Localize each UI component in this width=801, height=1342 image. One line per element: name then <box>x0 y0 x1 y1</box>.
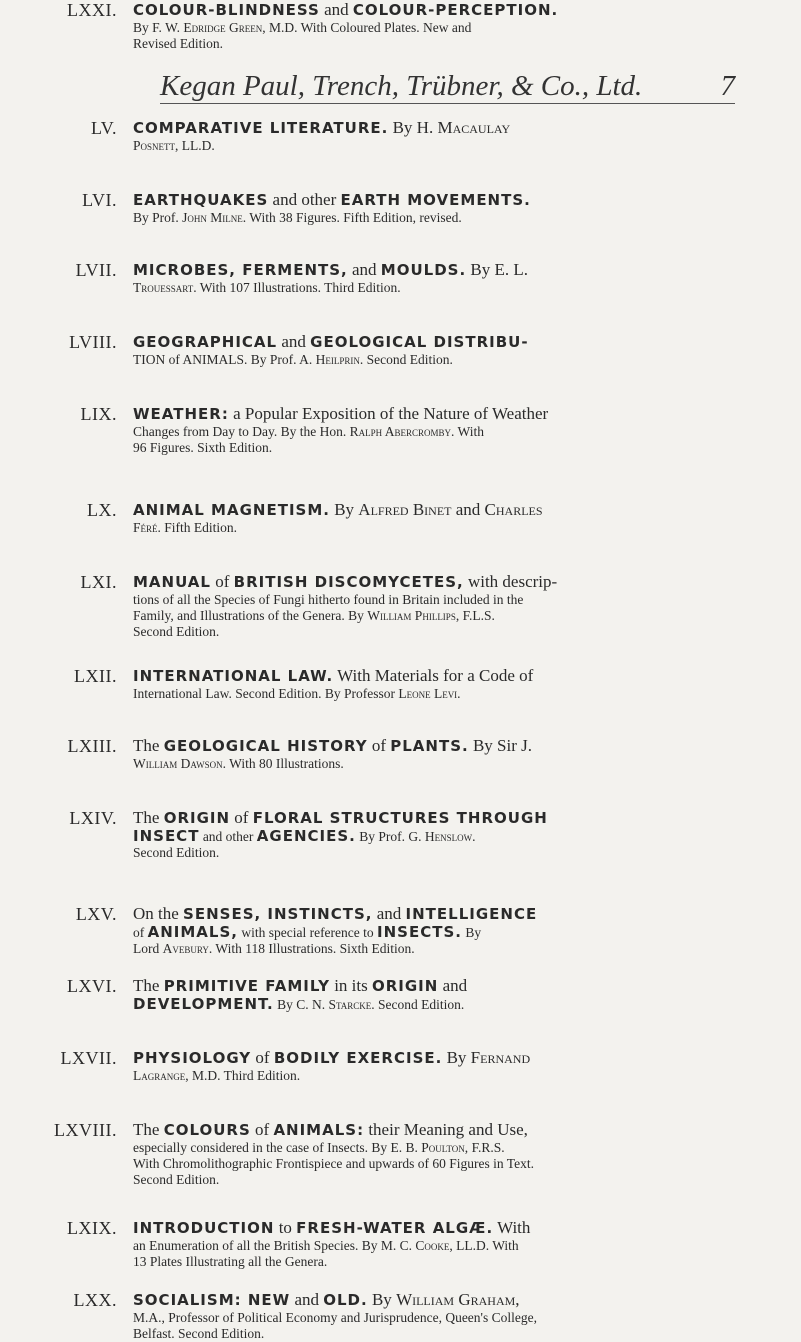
text-run: By Prof. A. <box>247 352 316 367</box>
entry-number: LVIII. <box>69 332 117 352</box>
entry-detail-line <box>133 36 733 52</box>
text-run: and <box>347 260 381 279</box>
entry-detail-line <box>133 941 733 957</box>
text-run: With 118 Illustrations. Sixth Edition. <box>212 941 415 956</box>
entry-number: LV. <box>90 118 117 138</box>
text-run: BODILY EXERCISE. <box>273 1049 443 1067</box>
text-run: SENSES, INSTINCTS, <box>183 905 373 923</box>
text-run: and <box>438 976 468 995</box>
text-run: Lagrange, <box>133 1068 189 1083</box>
text-run: WEATHER: <box>133 405 229 423</box>
text-run: The <box>133 808 164 827</box>
text-run: International Law. Second Edition. By Professor <box>133 686 399 701</box>
text-run: BRITISH DISCOMYCETES, <box>233 573 464 591</box>
entry-number: LVI. <box>82 190 117 210</box>
text-run: Cooke, <box>415 1238 453 1253</box>
entry-text <box>133 332 733 368</box>
entry-detail-line <box>133 1326 733 1342</box>
entry-detail-line <box>133 138 733 154</box>
text-run: SOCIALISM: NEW <box>133 1291 291 1309</box>
text-run: of <box>251 1048 274 1067</box>
entry-number: LXVI. <box>67 976 117 996</box>
entry-detail-line <box>133 20 733 36</box>
text-run: By H. <box>388 118 438 137</box>
text-run: MANUAL <box>133 573 211 591</box>
entry-text <box>133 404 733 456</box>
text-run: The <box>133 1120 164 1139</box>
text-run: Alfred Binet <box>358 500 452 519</box>
text-run: INSECT <box>133 827 200 845</box>
text-run: ORIGIN <box>163 809 231 827</box>
text-run: M.A., Professor of Political Economy and Jurisprudence, Queen's College, <box>133 1310 537 1325</box>
text-run: and <box>277 332 311 351</box>
text-run: With Materials for a Code of <box>333 666 534 685</box>
text-run: and <box>372 904 406 923</box>
entry-detail-line <box>133 624 733 640</box>
text-run: COLOUR-BLINDNESS <box>133 1 320 19</box>
entry-title-line <box>133 976 733 996</box>
text-run: and other <box>268 190 341 209</box>
text-run: With 80 Illustrations. <box>226 756 344 771</box>
entry-number: LXX. <box>73 1290 117 1310</box>
text-run: of <box>230 808 253 827</box>
text-run: Second Edition. <box>363 352 453 367</box>
text-run: 96 Figures. Sixth Edition. <box>133 440 273 455</box>
text-run: of <box>133 925 148 940</box>
entry-title-line <box>133 1120 733 1140</box>
text-run: Second Edition. <box>133 845 220 860</box>
entry-number: LXIX. <box>67 1218 117 1238</box>
entry-detail-line <box>133 1310 733 1326</box>
entry-detail-line <box>133 608 733 624</box>
text-run: By <box>461 925 482 940</box>
text-run: By <box>442 1048 471 1067</box>
entry-title-line <box>133 572 733 592</box>
text-run: The <box>133 736 164 755</box>
entry-detail-line <box>133 1156 733 1172</box>
entry-detail-line <box>133 352 733 368</box>
entry-number: LXXI. <box>67 0 117 20</box>
entry-number: LXVII. <box>60 1048 117 1068</box>
text-run: GEOGRAPHICAL <box>133 333 278 351</box>
text-run: PRIMITIVE FAMILY <box>163 977 330 995</box>
text-run: of <box>250 1120 274 1139</box>
text-run: COLOURS <box>163 1121 251 1139</box>
entry-title-line <box>133 190 733 210</box>
text-run: and <box>319 0 353 19</box>
text-run: COMPARATIVE LITERATURE. <box>133 119 389 137</box>
text-run: and <box>451 500 485 519</box>
text-run: With <box>493 1218 531 1237</box>
text-run: Second Edition. <box>374 997 465 1012</box>
text-run: INTELLIGENCE <box>405 905 538 923</box>
running-title: Kegan Paul, Trench, Trübner, & Co., Ltd. <box>160 70 643 102</box>
text-run: ANIMALS: <box>273 1121 365 1139</box>
header-rule <box>160 103 735 104</box>
text-run: Heilprin. <box>315 352 364 367</box>
entry-detail-line <box>133 1254 733 1270</box>
text-run: William Dawson. <box>133 756 227 771</box>
entry-number: LVII. <box>75 260 117 280</box>
text-run: Avebury. <box>162 941 213 956</box>
entry-title-line <box>133 118 733 138</box>
entry-detail-line <box>133 592 733 608</box>
text-run: GEOLOGICAL HISTORY <box>163 737 368 755</box>
entry-text <box>133 572 733 640</box>
entry-number: LXII. <box>74 666 117 686</box>
text-run: EARTHQUAKES <box>133 191 269 209</box>
entry-title-line <box>133 808 733 828</box>
page-number: 7 <box>720 70 735 102</box>
text-run: with special reference to <box>237 925 378 940</box>
text-run: 13 Plates Illustrating all the Genera. <box>133 1254 328 1269</box>
entry-detail-line <box>133 756 733 772</box>
text-run: F.L.S. <box>459 608 495 623</box>
text-run: Changes from Day to Day. By the Hon. <box>133 424 350 439</box>
text-run: By Sir J. <box>468 736 532 755</box>
text-run: tions of all the Species of Fungi hitherto found in Britain included in the <box>133 592 524 607</box>
text-run: William Phillips, <box>367 608 460 623</box>
entry-title-line <box>133 1048 733 1068</box>
entry-text <box>133 976 733 1013</box>
entry-text <box>133 808 733 861</box>
text-run: PHYSIOLOGY <box>133 1049 252 1067</box>
text-run: Revised Edition. <box>133 36 223 51</box>
entry-detail-line <box>133 440 733 456</box>
text-run: With 38 Figures. Fifth Edition, revised. <box>246 210 462 225</box>
text-run: Starcke. <box>328 997 375 1012</box>
text-run: GEOLOGICAL DISTRIBU- <box>310 333 529 351</box>
text-run: Posnett, LL.D. <box>133 138 215 153</box>
text-run: By <box>329 500 359 519</box>
entry-text <box>133 190 733 226</box>
text-run: Second Edition. <box>133 1172 220 1187</box>
text-run: By Prof. <box>133 210 183 225</box>
entry-title-line <box>133 260 733 280</box>
entry-detail-line <box>133 520 733 536</box>
text-run: in its <box>329 976 372 995</box>
text-run: ANIMALS, <box>147 923 238 941</box>
text-run: Family, and Illustrations of the Genera. By <box>133 608 368 623</box>
entry-number: LXVIII. <box>54 1120 117 1140</box>
text-run: Edridge Green, <box>183 20 266 35</box>
entry-text <box>133 1290 733 1342</box>
text-run: ORIGIN <box>371 977 439 995</box>
entry-number: LXV. <box>75 904 117 924</box>
entry-text <box>133 500 733 536</box>
text-run: Second Edition. <box>133 624 220 639</box>
text-run: to <box>274 1218 297 1237</box>
text-run: William Graham, <box>396 1290 520 1309</box>
text-run: especially considered in the case of Insects. By E. B. <box>133 1140 422 1155</box>
entry-title-line <box>133 332 733 352</box>
entry-detail-line <box>133 996 733 1013</box>
entry-detail-line <box>133 1172 733 1188</box>
text-run: With Chromolithographic Frontispiece and upwards of 60 Figures in Text. <box>133 1156 534 1171</box>
text-run: Fifth Edition. <box>160 520 238 535</box>
entry-detail-line <box>133 424 733 440</box>
text-run: MICROBES, FERMENTS, <box>133 261 348 279</box>
entry-title-line <box>133 404 733 424</box>
entry-text <box>133 1218 733 1270</box>
text-run: with descrip- <box>463 572 558 591</box>
text-run: Charles <box>484 500 543 519</box>
entry-text <box>133 260 733 296</box>
text-run: DEVELOPMENT. <box>133 995 274 1013</box>
text-run: F.R.S. <box>468 1140 505 1155</box>
text-run: INTERNATIONAL LAW. <box>133 667 334 685</box>
text-run: Leone Levi. <box>398 686 461 701</box>
entry-detail-line <box>133 1238 733 1254</box>
text-run: By F. W. <box>133 20 184 35</box>
text-run: and other <box>199 829 257 844</box>
text-run: With 107 Illustrations. Third Edition. <box>196 280 401 295</box>
entry-detail-line <box>133 845 733 861</box>
text-run: M.D. Third Edition. <box>188 1068 301 1083</box>
entry-detail-line <box>133 1140 733 1156</box>
entry-detail-line <box>133 210 733 226</box>
text-run: Poulton, <box>421 1140 469 1155</box>
text-run: By Prof. G. <box>355 829 425 844</box>
text-run: With <box>454 424 484 439</box>
entry-title-line <box>133 1290 733 1310</box>
text-run: Macaulay <box>437 118 511 137</box>
text-run: OLD. <box>323 1291 368 1309</box>
entry-number: LXIV. <box>69 808 117 828</box>
text-run: of <box>367 736 391 755</box>
running-header <box>160 70 735 103</box>
text-run: and <box>290 1290 324 1309</box>
text-run: PLANTS. <box>390 737 469 755</box>
entry-text <box>133 736 733 772</box>
entry-title-line <box>133 904 733 924</box>
entry-number: LX. <box>87 500 117 520</box>
text-run: MOULDS. <box>380 261 467 279</box>
entry-text <box>133 1120 733 1188</box>
text-run: Féré. <box>133 520 161 535</box>
entry-text <box>133 666 733 702</box>
entry-detail-line <box>133 686 733 702</box>
entry-number: LIX. <box>80 404 117 424</box>
text-run: The <box>133 976 164 995</box>
entry-detail-line <box>133 828 733 845</box>
text-run: ANIMAL MAGNETISM. <box>133 501 330 519</box>
text-run: FLORAL STRUCTURES THROUGH <box>252 809 548 827</box>
text-run: John Milne. <box>182 210 247 225</box>
text-run: Ralph Abercromby. <box>349 424 455 439</box>
text-run: TION of ANIMALS. <box>133 352 248 367</box>
text-run: Fernand <box>470 1048 531 1067</box>
text-run: an Enumeration of all the British Species. By M. C. <box>133 1238 416 1253</box>
text-run: a Popular Exposition of the Nature of Weather <box>228 404 549 423</box>
text-run: Trouessart. <box>133 280 197 295</box>
entry-detail-line <box>133 1068 733 1084</box>
text-run: of <box>210 572 234 591</box>
entry-number: LXIII. <box>67 736 117 756</box>
entry-title-line <box>133 1218 733 1238</box>
text-run: AGENCIES. <box>256 827 356 845</box>
text-run: By C. N. <box>273 997 329 1012</box>
text-run: On the <box>133 904 184 923</box>
entry-text <box>133 118 733 154</box>
text-run: COLOUR-PERCEPTION. <box>352 1 559 19</box>
entry-title-line <box>133 0 733 20</box>
text-run: Lord <box>133 941 163 956</box>
text-run: By E. L. <box>466 260 529 279</box>
entry-text <box>133 904 733 957</box>
entry-detail-line <box>133 280 733 296</box>
text-run: FRESH-WATER ALGÆ. <box>296 1219 494 1237</box>
entry-title-line <box>133 736 733 756</box>
entry-title-line <box>133 500 733 520</box>
entry-number: LXI. <box>80 572 117 592</box>
entry-text <box>133 1048 733 1084</box>
text-run: EARTH MOVEMENTS. <box>340 191 531 209</box>
text-run: INSECTS. <box>377 923 462 941</box>
text-run: By <box>367 1290 397 1309</box>
text-run: Henslow. <box>424 829 476 844</box>
entry-detail-line <box>133 924 733 941</box>
entry-title-line <box>133 666 733 686</box>
text-run: Belfast. Second Edition. <box>133 1326 265 1341</box>
text-run: LL.D. With <box>452 1238 519 1253</box>
text-run: their Meaning and Use, <box>364 1120 528 1139</box>
text-run: M.D. With Coloured Plates. New and <box>265 20 472 35</box>
entry-text <box>133 0 733 52</box>
text-run: INTRODUCTION <box>133 1219 275 1237</box>
